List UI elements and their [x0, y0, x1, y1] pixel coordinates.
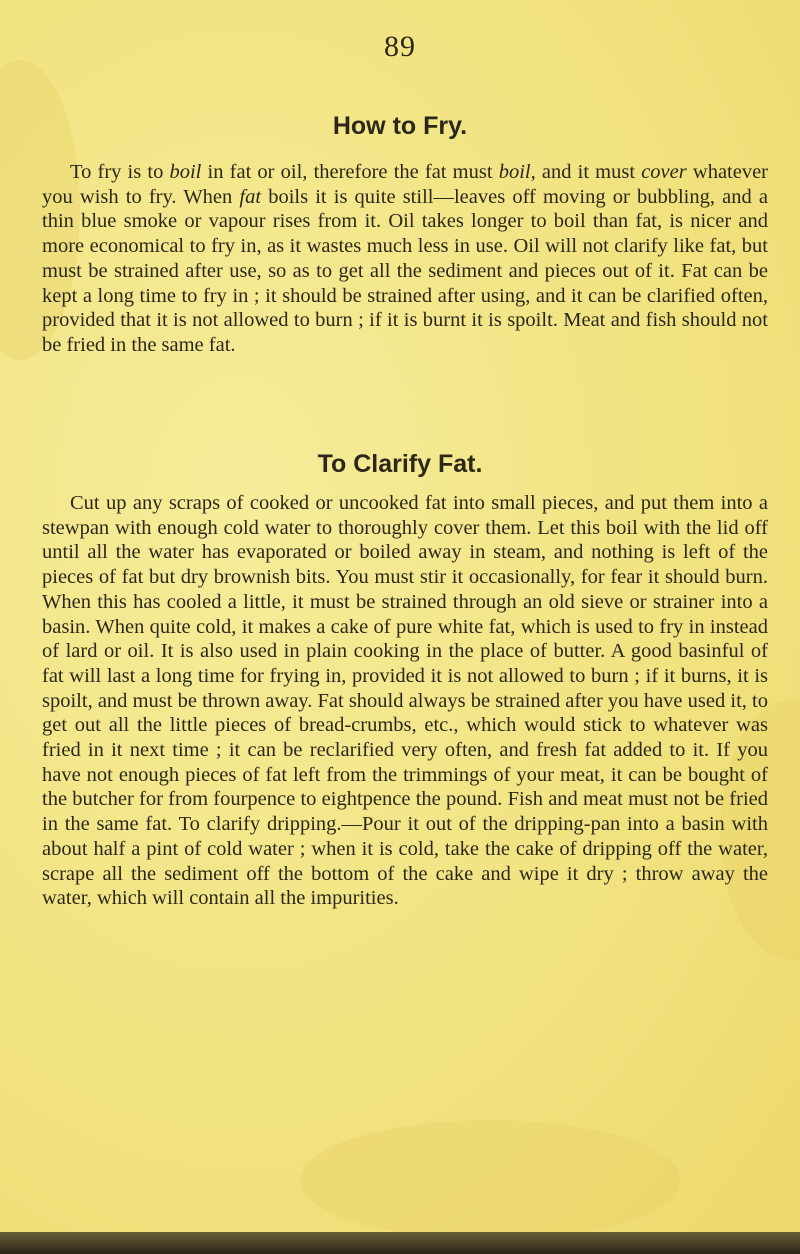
section-heading-how-to-fry: How to Fry. [332, 112, 468, 140]
italic-text-run: boil [169, 161, 202, 183]
paper-stain [300, 1120, 680, 1240]
text-run: To fry is to [70, 161, 170, 183]
section-body-to-clarify-fat [42, 491, 768, 911]
section-body-how-to-fry [42, 160, 768, 358]
text-run: Cut up any scraps of cooked or uncooked fat into small pieces, and put them into a stewpan with enough cold water to thoroughly cover them. Let this boil with the lid off until all the water has evaporated or boiled away in steam, and nothing is left of the pieces of fat but dry brownish bits. You must stir it occasionally, for fear it should burn. When this has cooled a little, it must be strained through an old sieve or strainer into a basin. When quite cold, it makes a cake of pure white fat, which is used to fry in instead of lard or oil. It is also used in plain cooking in the place of butter. A good basinful of fat will last a long time for frying in, provided it is not allowed to burn ; if it burns, it is spoilt, and must be thrown away. Fat should always be strained after you have used it, to get out all the little pieces of bread-crumbs, etc., which would stick to whatever was fried in it next time ; it can be reclarified very often, and fresh fat added to it. If you have not enough pieces of fat left from the trimmings of your meat, it can be bought of the butcher for from fourpence to eightpence the pound. Fish and meat must not be fried in the same fat. To clarify dripping.—Pour it out of the dripping-pan into a basin with about half a pint of cold water ; when it is cold, take the cake of dripping off the water, scrape all the sediment off the bottom of the cake and wipe it dry ; throw away the water, which will contain all the impurities. [42, 492, 768, 910]
text-run: boils it is quite still—leaves off moving or bubbling, and a thin blue smoke or vapour rises from it. Oil takes longer to boil than fat, is nicer and more economical to fry in, as it wastes much less in use. Oil will not clarify like fat, but must be strained after use, so as to get all the sediment and pieces out of it. Fat can be kept a long time to fry in ; it should be strained after using, and it can be clarified often, provided that it is not allowed to burn ; if it is burnt it is spoilt. Meat and fish should not be fried in the same fat. [42, 185, 768, 356]
italic-text-run: cover [641, 161, 687, 183]
text-run: in fat or oil, therefore the fat must [201, 161, 499, 183]
italic-text-run: boil, [498, 161, 536, 183]
page-number: 89 [384, 30, 416, 63]
text-run: whatever you wish to fry. When [42, 161, 769, 208]
section-heading-to-clarify-fat: To Clarify Fat. [317, 450, 483, 478]
page-edge-shadow [0, 1232, 800, 1254]
text-run: and it must [535, 161, 642, 183]
italic-text-run: fat [239, 185, 262, 208]
